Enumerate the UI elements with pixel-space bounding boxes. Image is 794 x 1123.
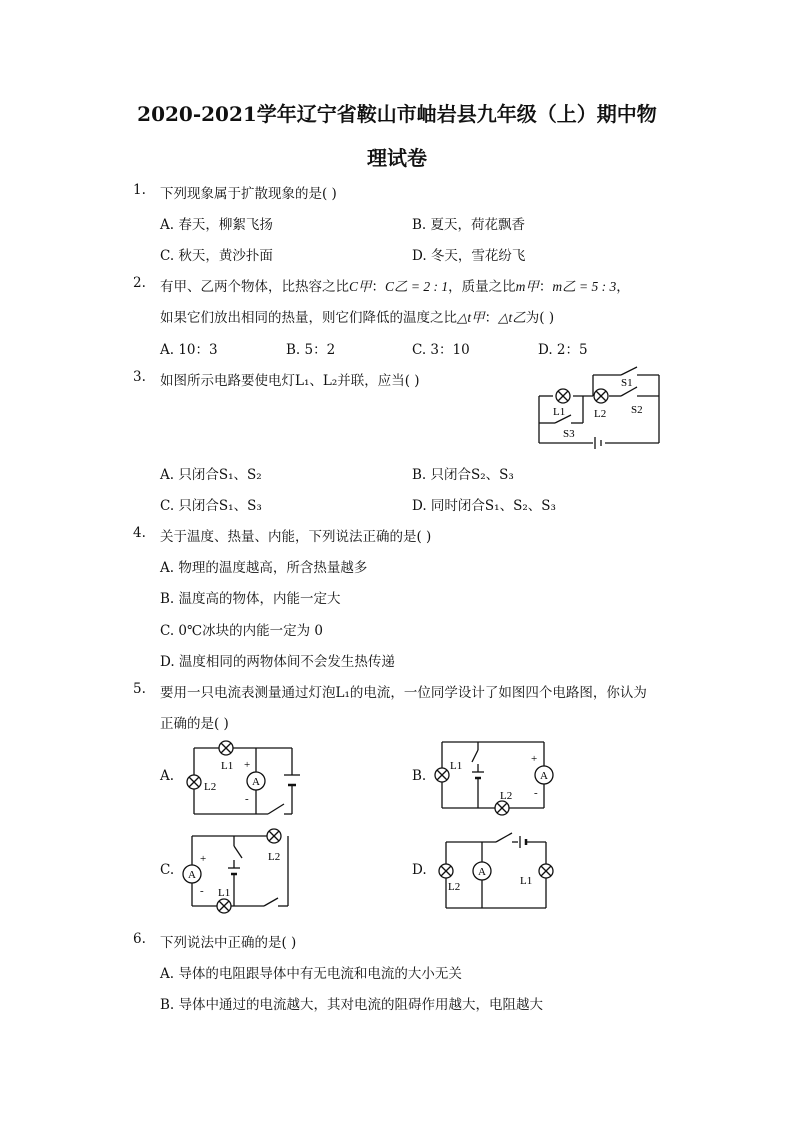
lamp-l2-icon: [267, 829, 281, 843]
option-b: B. 夏天，荷花飘香: [412, 217, 526, 233]
circuit-a: [184, 738, 302, 822]
option-a: A. 春天，柳絮飞扬: [160, 217, 273, 233]
label-s3: S3: [563, 428, 575, 440]
question-number: 1.: [133, 182, 146, 198]
option-c: C.: [160, 862, 175, 878]
page-title-line2: 理试卷: [367, 146, 427, 170]
label-s1: S1: [621, 377, 633, 389]
option-b: B. 5：2: [286, 342, 336, 358]
formula-c-yi: C乙 = 2 : 1: [385, 279, 449, 294]
option-b: B.: [412, 768, 427, 784]
option-d: D. 2：5: [538, 342, 588, 358]
ammeter-label: A: [478, 866, 486, 878]
ammeter-label: A: [188, 869, 196, 881]
lamp-l1-icon: [219, 741, 233, 755]
question-text: 下列说法中正确的是( ): [160, 935, 297, 951]
label-l2: L2: [594, 408, 607, 420]
question-number: 2.: [133, 275, 146, 291]
label-l1: L1: [520, 875, 533, 887]
option-a: A. 只闭合S₁、S₂: [160, 467, 262, 483]
option-d: D.: [412, 862, 427, 878]
question-number: 6.: [133, 931, 146, 947]
question-number: 4.: [133, 525, 146, 541]
option-c: C. 秋天，黄沙扑面: [160, 248, 273, 264]
label-l2: L2: [268, 851, 281, 863]
formula-m-yi: m乙 = 5 : 3: [552, 279, 617, 294]
option-b: B. 温度高的物体，内能一定大: [160, 591, 341, 607]
option-b: B. 只闭合S₂、S₃: [412, 467, 514, 483]
question-text-line2: 正确的是( ): [160, 716, 229, 732]
option-a: A. 导体的电阻跟导体中有无电流和电流的大小无关: [160, 966, 462, 982]
label-l1: L1: [218, 887, 231, 899]
circuit-b: [434, 738, 556, 818]
formula-m-jia: m甲: [515, 279, 539, 294]
question-text: 关于温度、热量、内能，下列说法正确的是( ): [160, 529, 432, 545]
option-a: A.: [160, 768, 175, 784]
option-c: C. 3：10: [412, 342, 470, 358]
question-text: 如图所示电路要使电灯L₁、L₂并联，应当( ): [160, 373, 420, 389]
question-number: 3.: [133, 369, 146, 385]
lamp-l1-icon: [435, 768, 449, 782]
option-a: A. 10：3: [160, 342, 218, 358]
option-d: D. 温度相同的两物体间不会发生热传递: [160, 654, 395, 670]
ammeter-label: A: [540, 770, 548, 782]
option-c: C. 只闭合S₁、S₃: [160, 498, 262, 514]
label-l1: L1: [450, 760, 463, 772]
plus-sign: +: [200, 853, 207, 865]
circuit-diagram-q3: [533, 363, 665, 453]
option-d: D. 同时闭合S₁、S₂、S₃: [412, 498, 556, 514]
label-l2: L2: [204, 781, 217, 793]
label-l2: L2: [448, 881, 461, 893]
formula-dt-yi: △t乙: [498, 310, 526, 325]
lamp-l1-icon: [539, 864, 553, 878]
minus-sign: -: [200, 885, 204, 897]
label-s2: S2: [631, 404, 643, 416]
lamp-l2-icon: [594, 389, 608, 403]
option-b: B. 导体中通过的电流越大，其对电流的阻碍作用越大，电阻越大: [160, 997, 544, 1013]
label-l1: L1: [553, 406, 566, 418]
lamp-l1-icon: [556, 389, 570, 403]
label-l2: L2: [500, 790, 513, 802]
lamp-l1-icon: [217, 899, 231, 913]
ammeter-label: A: [252, 776, 260, 788]
option-d: D. 冬天，雪花纷飞: [412, 248, 526, 264]
formula-dt-jia: △t甲: [457, 310, 485, 325]
minus-sign: -: [534, 787, 538, 799]
formula-c-jia: C甲: [349, 279, 372, 294]
option-c: C. 0℃冰块的内能一定为 0: [160, 623, 324, 639]
question-text-line2: 如果它们放出相同的热量，则它们降低的温度之比△t甲：△t乙为( ): [160, 310, 555, 326]
lamp-l2-icon: [439, 864, 453, 878]
lamp-l2-icon: [495, 801, 509, 815]
label-l1: L1: [221, 760, 234, 772]
minus-sign: -: [245, 793, 249, 805]
switch-s1: [621, 367, 637, 375]
circuit-c: [178, 828, 294, 914]
question-number: 5.: [133, 681, 146, 697]
plus-sign: +: [531, 753, 538, 765]
question-text: 有甲、乙两个物体，比热容之比C甲：C乙 = 2 : 1，质量之比m甲：m乙 = 5 : 3，: [160, 279, 630, 295]
question-text: 要用一只电流表测量通过灯泡L₁的电流，一位同学设计了如图四个电路图，你认为: [160, 685, 647, 701]
circuit-d: [438, 828, 558, 914]
page-title-line1: 2020-2021学年辽宁省鞍山市岫岩县九年级（上）期中物: [137, 102, 657, 126]
option-a: A. 物理的温度越高，所含热量越多: [160, 560, 368, 576]
lamp-l2-icon: [187, 775, 201, 789]
plus-sign: +: [244, 759, 251, 771]
question-text: 下列现象属于扩散现象的是( ): [160, 186, 337, 202]
